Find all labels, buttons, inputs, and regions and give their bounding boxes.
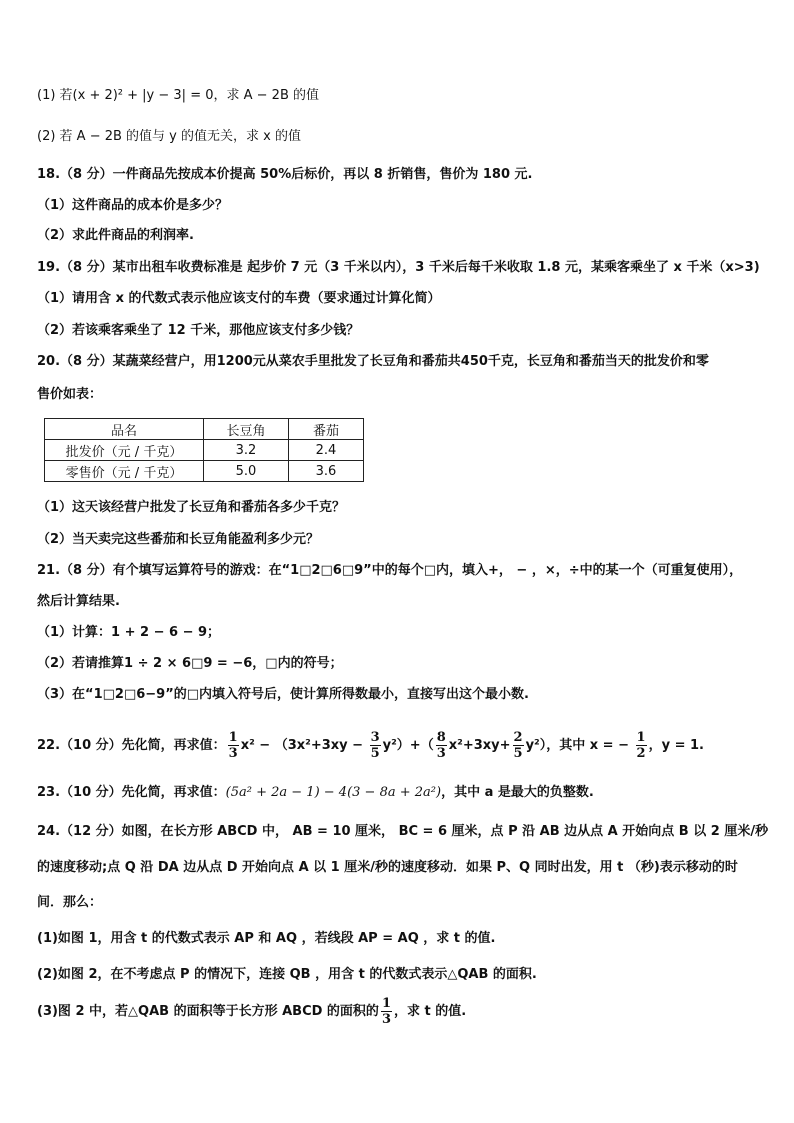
q22-term4: y²），其中 x = − bbox=[525, 738, 634, 753]
table-header-cell: 品名 bbox=[45, 419, 204, 440]
q23-lead: 23.（10 分）先化简，再求值： bbox=[37, 785, 226, 800]
fraction-one-third bbox=[228, 730, 239, 761]
table-cell: 3.2 bbox=[204, 440, 289, 461]
price-table bbox=[44, 418, 364, 482]
fraction-numerator: 2 bbox=[513, 730, 523, 745]
fraction-denominator: 3 bbox=[381, 1012, 391, 1027]
q20-stem-line1: 20.（8 分）某蔬菜经营户，用1200元从菜农手里批发了长豆角和番茄共450千克，长豆角和番茄当天的批发价和零 bbox=[37, 354, 709, 369]
fraction-numerator: 8 bbox=[436, 730, 446, 745]
q21-part2: （2）若请推算1 ÷ 2 × 6□9 = −6，□内的符号； bbox=[37, 656, 343, 671]
table-cell: 批发价（元 / 千克） bbox=[45, 440, 204, 461]
fraction-denominator: 5 bbox=[513, 746, 523, 761]
q22-term1: x² − （3x²+3xy − bbox=[240, 738, 368, 753]
fraction-three-fifths bbox=[370, 730, 381, 761]
q18-stem: 18.（8 分）一件商品先按成本价提高 50%后标价，再以 8 折销售，售价为 180 元. bbox=[37, 167, 533, 182]
table-cell: 2.4 bbox=[289, 440, 364, 461]
q21-stem-line2: 然后计算结果. bbox=[37, 594, 120, 609]
table-row bbox=[45, 461, 364, 482]
fraction-two-fifths bbox=[513, 730, 524, 761]
q24-part3 bbox=[37, 994, 466, 1030]
q22-lead: 22.（10 分）先化简，再求值： bbox=[37, 738, 226, 753]
table-cell: 3.6 bbox=[289, 461, 364, 482]
table-cell: 5.0 bbox=[204, 461, 289, 482]
fraction-denominator: 3 bbox=[228, 746, 238, 761]
fraction-denominator: 2 bbox=[636, 746, 646, 761]
q23-line bbox=[37, 783, 594, 803]
q24-part2: (2)如图 2，在不考虑点 P 的情况下，连接 QB ，用含 t 的代数式表示△QAB 的面积. bbox=[37, 967, 537, 982]
q22-term3: x²+3xy+ bbox=[448, 738, 511, 753]
q18-part1: （1）这件商品的成本价是多少？ bbox=[37, 198, 229, 213]
fraction-one-half bbox=[636, 730, 647, 761]
q24-part1: (1)如图 1，用含 t 的代数式表示 AP 和 AQ ，若线段 AP = AQ ，求 t 的值. bbox=[37, 931, 496, 946]
q22-line bbox=[37, 728, 704, 764]
q19-part1: （1）请用含 x 的代数式表示他应该支付的车费（要求通过计算化简） bbox=[37, 291, 441, 306]
q20-stem-line2: 售价如表： bbox=[37, 387, 103, 402]
q21-part1: （1）计算：1 + 2 − 6 − 9； bbox=[37, 625, 221, 640]
fraction-numerator: 1 bbox=[636, 730, 646, 745]
q22-term5: ，y = 1. bbox=[648, 738, 704, 753]
table-row bbox=[45, 440, 364, 461]
fraction-eight-thirds bbox=[436, 730, 447, 761]
fraction-numerator: 3 bbox=[370, 730, 380, 745]
q20-part1: （1）这天该经营户批发了长豆角和番茄各多少千克？ bbox=[37, 500, 346, 515]
fraction-denominator: 5 bbox=[370, 746, 380, 761]
fraction-one-third bbox=[381, 996, 392, 1027]
q23-expression: (5a² + 2a − 1) − 4(3 − 8a + 2a²) bbox=[225, 785, 442, 800]
table-header-cell: 番茄 bbox=[289, 419, 364, 440]
q19-part2: （2）若该乘客乘坐了 12 千米，那他应该支付多少钱？ bbox=[37, 323, 360, 338]
q20-part2: （2）当天卖完这些番茄和长豆角能盈利多少元？ bbox=[37, 532, 320, 547]
q17-part1: (1) 若(x + 2)² + |y − 3| = 0，求 A − 2B 的值 bbox=[37, 88, 319, 103]
table-header-row bbox=[45, 419, 364, 440]
q23-tail: ，其中 a 是最大的负整数. bbox=[441, 785, 594, 800]
q22-term2: y²）+（ bbox=[382, 738, 434, 753]
q17-part2: (2) 若 A − 2B 的值与 y 的值无关，求 x 的值 bbox=[37, 129, 301, 144]
q24-stem-line2: 的速度移动;点 Q 沿 DA 边从点 D 开始向点 A 以 1 厘米/秒的速度移动．如果 P、Q 同时出发，用 t （秒)表示移动的时 bbox=[37, 860, 738, 875]
q21-part3: （3）在“1□2□6−9”的□内填入符号后，使计算所得数最小，直接写出这个最小数. bbox=[37, 687, 529, 702]
fraction-numerator: 1 bbox=[228, 730, 238, 745]
q21-stem-line1: 21.（8 分）有个填写运算符号的游戏：在“1□2□6□9”中的每个□内，填入+， − ，×，÷中的某一个（可重复使用）， bbox=[37, 563, 743, 578]
q24-part3-lead: (3)图 2 中，若△QAB 的面积等于长方形 ABCD 的面积的 bbox=[37, 1004, 379, 1019]
fraction-numerator: 1 bbox=[381, 996, 391, 1011]
q18-part2: （2）求此件商品的利润率. bbox=[37, 228, 194, 243]
table-header-cell: 长豆角 bbox=[204, 419, 289, 440]
q24-stem-line1: 24.（12 分）如图，在长方形 ABCD 中， AB = 10 厘米， BC = 6 厘米，点 P 沿 AB 边从点 A 开始向点 B 以 2 厘米/秒 bbox=[37, 824, 769, 839]
q19-stem: 19.（8 分）某市出租车收费标准是 起步价 7 元（3 千米以内），3 千米后每千米收取 1.8 元，某乘客乘坐了 x 千米（x>3) bbox=[37, 260, 760, 275]
table-cell: 零售价（元 / 千克） bbox=[45, 461, 204, 482]
q24-stem-line3: 间．那么： bbox=[37, 895, 103, 910]
q24-part3-tail: ，求 t 的值. bbox=[393, 1004, 467, 1019]
fraction-denominator: 3 bbox=[436, 746, 446, 761]
